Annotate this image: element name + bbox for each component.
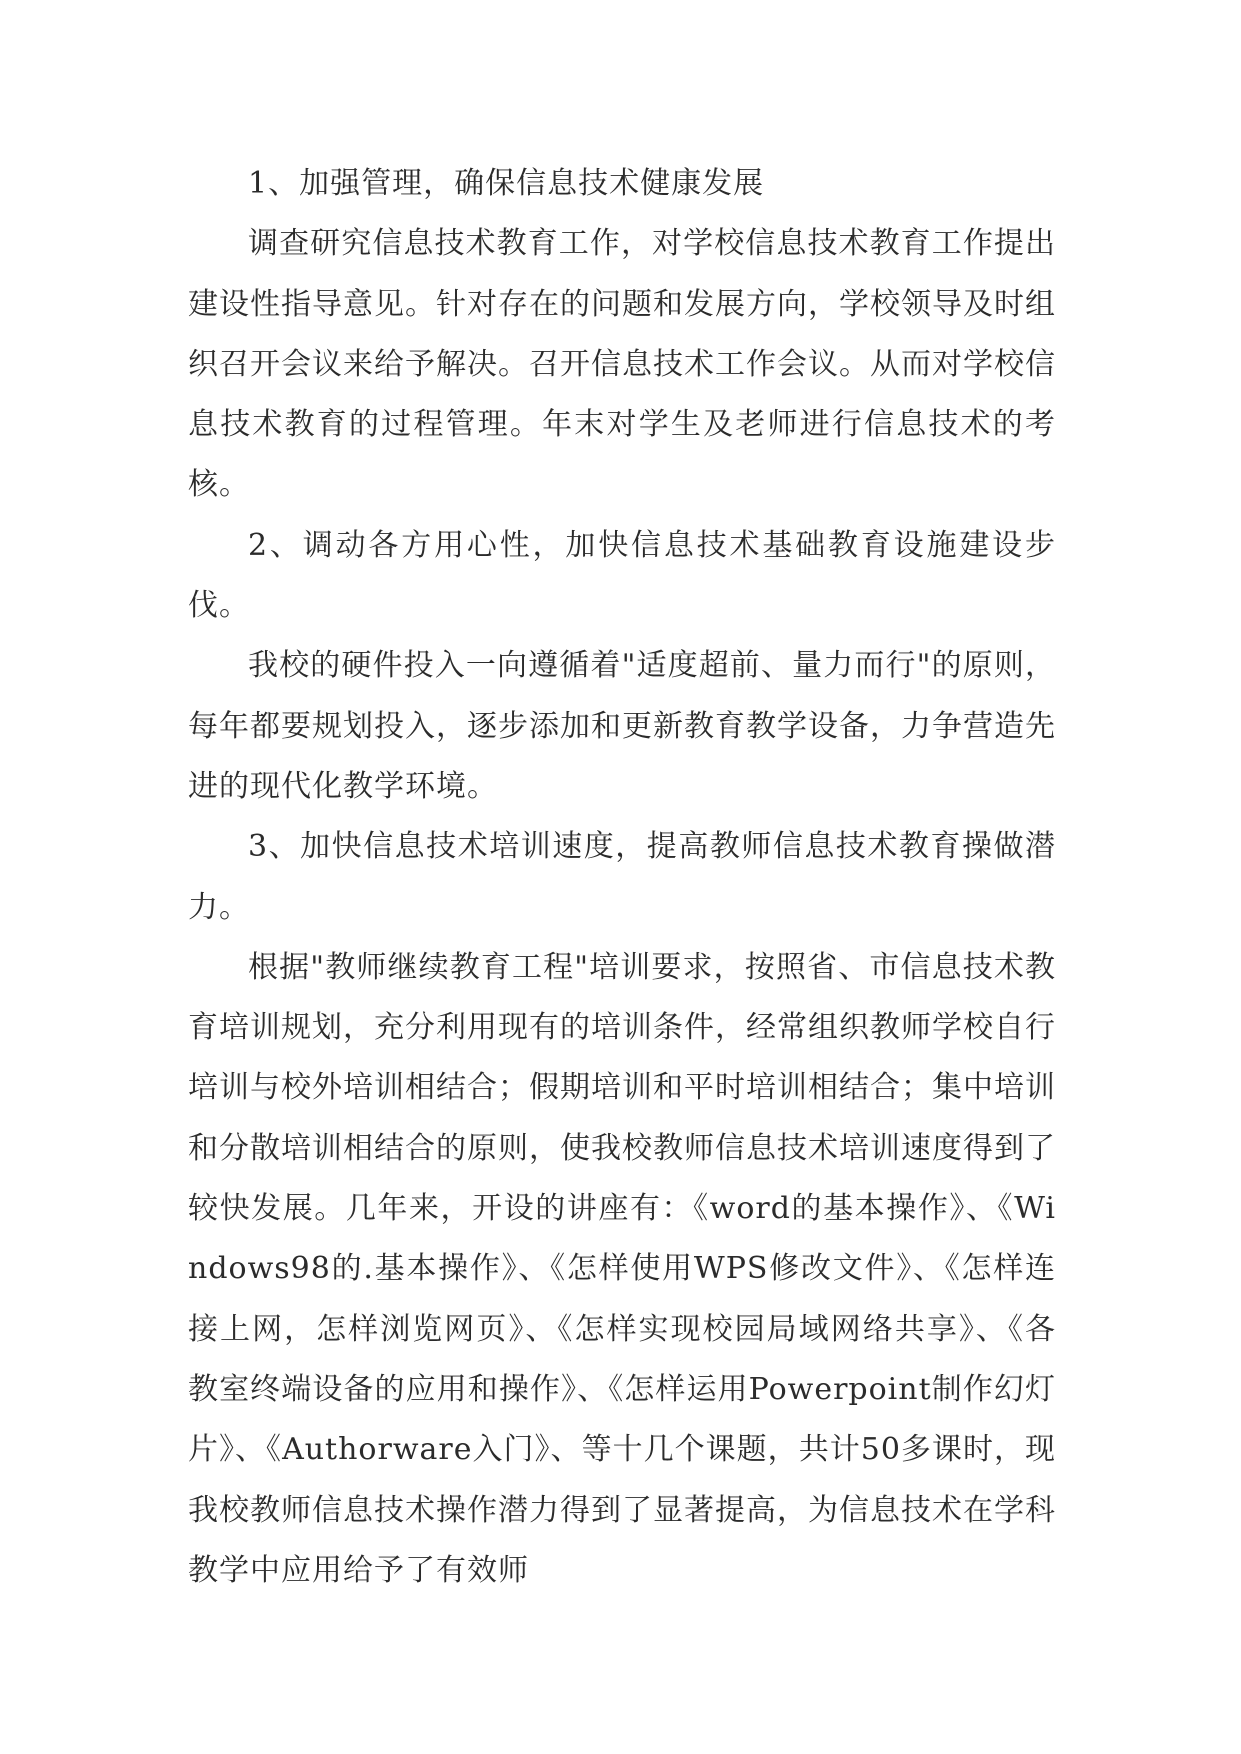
paragraph-heading-1: 1、加强管理，确保信息技术健康发展 <box>248 166 765 201</box>
paragraph-heading-2: 2、调动各方用心性，加快信息技术基础教育设施建设步伐。 <box>188 527 1056 624</box>
paragraph-heading-3: 3、加快信息技术培训速度，提高教师信息技术教育操做潜力。 <box>188 829 1056 925</box>
document-body <box>188 154 1056 1601</box>
paragraph-training: 根据"教师继续教育工程"培训要求，按照省、市信息技术教育培训规划，充分利用现有的培训条件，经常组织教师学校自行培训与校外培训相结合；假期培训和平时培训相结合；集中培训和分散培训相结合的原则，使我校教师信息技术培训速度得到了较快发展。几年来，开设的讲座有：《word的基本操作》、《Windows98的.基本操作》、《怎样使用WPS修改文件》、《怎样连接上网，怎样浏览网页》、《怎样实现校园局域网络共享》、《各教室终端设备的应用和操作》、《怎样运用Powerpoint制作幻灯片》、《Authorware入门》、等十几个课题，共计50多课时，现我校教师信息技术操作潜力得到了显著提高，为信息技术在学科教学中应用给予了有效师 <box>188 949 1056 1588</box>
paragraph-hardware: 我校的硬件投入一向遵循着"适度超前、量力而行"的原则，每年都要规划投入，逐步添加和更新教育教学设备，力争营造先进的现代化教学环境。 <box>188 648 1056 804</box>
paragraph-research: 调查研究信息技术教育工作，对学校信息技术教育工作提出建设性指导意见。针对存在的问题和发展方向，学校领导及时组织召开会议来给予解决。召开信息技术工作会议。从而对学校信息技术教育的过程管理。年末对学生及老师进行信息技术的考核。 <box>188 226 1056 503</box>
